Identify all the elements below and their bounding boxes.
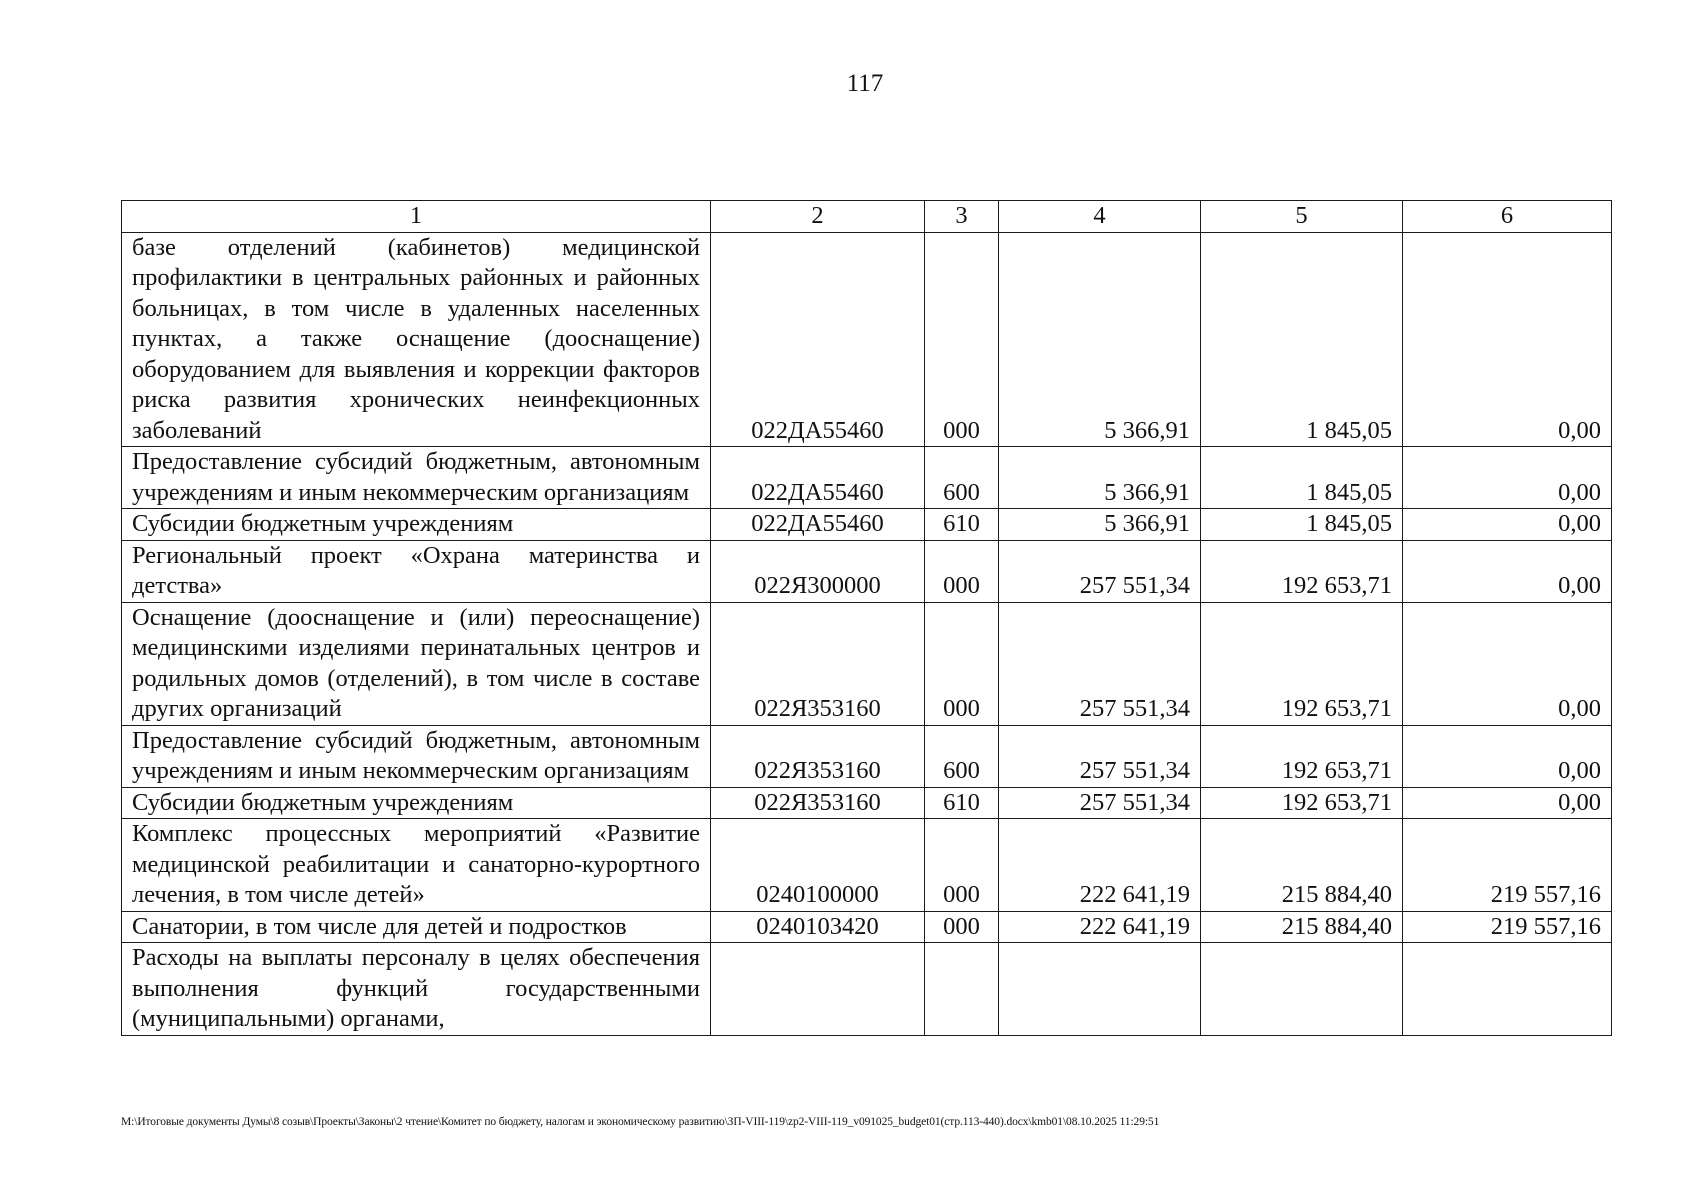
- row-amount-4: 5 366,91: [999, 509, 1201, 541]
- row-expense-type: 600: [925, 447, 999, 509]
- page-number: 117: [846, 70, 884, 97]
- row-amount-4: 5 366,91: [999, 232, 1201, 447]
- row-name: Субсидии бюджетным учреждениям: [122, 787, 711, 819]
- row-amount-5: 192 653,71: [1201, 787, 1403, 819]
- row-expense-type: 000: [925, 602, 999, 725]
- row-name: Предоставление субсидий бюджетным, автономным учреждениям и иным некоммерческим организациям: [122, 447, 711, 509]
- row-amount-4: 257 551,34: [999, 602, 1201, 725]
- row-amount-5: 192 653,71: [1201, 602, 1403, 725]
- row-amount-6: 0,00: [1403, 602, 1612, 725]
- row-amount-4: 222 641,19: [999, 911, 1201, 943]
- row-expense-type: 000: [925, 911, 999, 943]
- row-amount-5: 1 845,05: [1201, 447, 1403, 509]
- row-target-code: 022ДА55460: [711, 232, 925, 447]
- row-amount-4: 257 551,34: [999, 787, 1201, 819]
- row-amount-5: 192 653,71: [1201, 725, 1403, 787]
- row-target-code: 022Я300000: [711, 540, 925, 602]
- row-amount-6: 0,00: [1403, 232, 1612, 447]
- table-row: [122, 725, 1612, 787]
- row-amount-5: 1 845,05: [1201, 509, 1403, 541]
- row-expense-type: [925, 943, 999, 1036]
- row-amount-6: 0,00: [1403, 787, 1612, 819]
- row-target-code: [711, 943, 925, 1036]
- row-target-code: 022Я353160: [711, 725, 925, 787]
- row-amount-5: 192 653,71: [1201, 540, 1403, 602]
- row-amount-6: [1403, 943, 1612, 1036]
- row-amount-4: 257 551,34: [999, 725, 1201, 787]
- row-amount-6: 219 557,16: [1403, 911, 1612, 943]
- row-target-code: 022Я353160: [711, 602, 925, 725]
- table-row: [122, 819, 1612, 912]
- row-target-code: 022Я353160: [711, 787, 925, 819]
- column-header-2: 2: [711, 201, 925, 233]
- table-row: [122, 540, 1612, 602]
- column-header-1: 1: [122, 201, 711, 233]
- table-row: [122, 602, 1612, 725]
- table-row: [122, 509, 1612, 541]
- row-name: Расходы на выплаты персоналу в целях обеспечения выполнения функций государственными (муниципальными) органами,: [122, 943, 711, 1036]
- table-row: [122, 787, 1612, 819]
- row-name: базе отделений (кабинетов) медицинской профилактики в центральных районных и районных больницах, в том числе в удаленных населенных пунктах, а также оснащение (дооснащение) оборудованием для выявления и коррекции факторов риска развития хронических неинфекционных заболеваний: [122, 232, 711, 447]
- row-amount-4: 5 366,91: [999, 447, 1201, 509]
- row-amount-6: 219 557,16: [1403, 819, 1612, 912]
- row-expense-type: 610: [925, 509, 999, 541]
- row-amount-6: 0,00: [1403, 725, 1612, 787]
- row-amount-5: 215 884,40: [1201, 911, 1403, 943]
- row-amount-5: 1 845,05: [1201, 232, 1403, 447]
- row-expense-type: 610: [925, 787, 999, 819]
- column-header-3: 3: [925, 201, 999, 233]
- row-name: Санатории, в том числе для детей и подростков: [122, 911, 711, 943]
- row-target-code: 022ДА55460: [711, 447, 925, 509]
- column-header-5: 5: [1201, 201, 1403, 233]
- row-amount-6: 0,00: [1403, 509, 1612, 541]
- row-target-code: 022ДА55460: [711, 509, 925, 541]
- row-amount-5: [1201, 943, 1403, 1036]
- row-name: Предоставление субсидий бюджетным, автономным учреждениям и иным некоммерческим организациям: [122, 725, 711, 787]
- row-amount-6: 0,00: [1403, 540, 1612, 602]
- table-row: [122, 447, 1612, 509]
- column-header-4: 4: [999, 201, 1201, 233]
- row-name: Региональный проект «Охрана материнства и детства»: [122, 540, 711, 602]
- row-amount-4: [999, 943, 1201, 1036]
- file-path-footer: M:\Итоговые документы Думы\8 созыв\Проекты\Законы\2 чтение\Комитет по бюджету, налогам и экономическому развитию\ЗП-VIII-119\zp2-VIII-119_v091025_budget01(стр.113-440).docx\kmb01\08.10.2025 11:29:51: [121, 1116, 1160, 1128]
- budget-table: [121, 200, 1612, 1036]
- row-expense-type: 000: [925, 232, 999, 447]
- table-row: [122, 943, 1612, 1036]
- row-expense-type: 600: [925, 725, 999, 787]
- row-target-code: 0240103420: [711, 911, 925, 943]
- row-amount-5: 215 884,40: [1201, 819, 1403, 912]
- table-header-row: [122, 201, 1612, 233]
- row-name: Субсидии бюджетным учреждениям: [122, 509, 711, 541]
- table-row: [122, 232, 1612, 447]
- row-expense-type: 000: [925, 540, 999, 602]
- column-header-6: 6: [1403, 201, 1612, 233]
- row-amount-4: 222 641,19: [999, 819, 1201, 912]
- row-expense-type: 000: [925, 819, 999, 912]
- row-name: Комплекс процессных мероприятий «Развитие медицинской реабилитации и санаторно-курортного лечения, в том числе детей»: [122, 819, 711, 912]
- row-amount-4: 257 551,34: [999, 540, 1201, 602]
- row-amount-6: 0,00: [1403, 447, 1612, 509]
- row-target-code: 0240100000: [711, 819, 925, 912]
- row-name: Оснащение (дооснащение и (или) переоснащение) медицинскими изделиями перинатальных центров и родильных домов (отделений), в том числе в составе других организаций: [122, 602, 711, 725]
- table-row: [122, 911, 1612, 943]
